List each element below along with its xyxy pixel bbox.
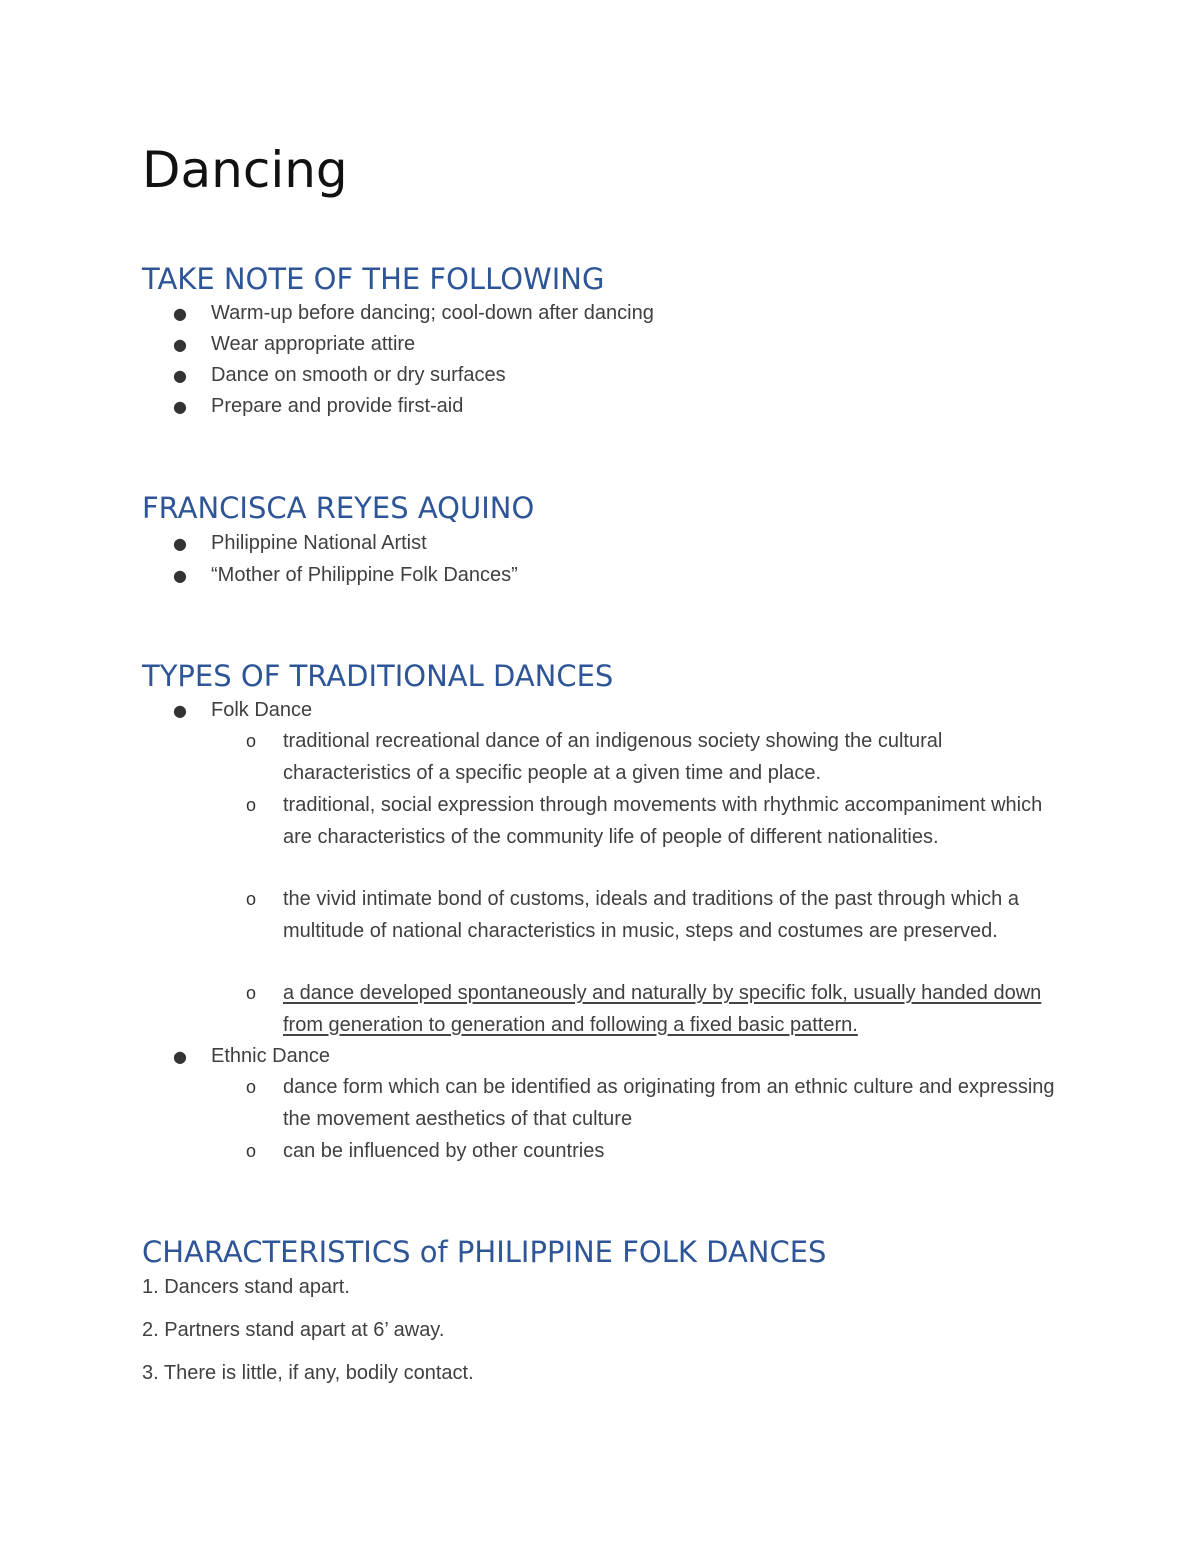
bullet-circle-icon: o — [246, 983, 257, 1003]
heading-aquino: FRANCISCA REYES AQUINO — [142, 491, 535, 525]
bullet-circle-icon: o — [246, 795, 257, 815]
numbered-item: 2. Partners stand apart at 6’ away. — [142, 1319, 445, 1341]
bullet-circle-icon: o — [246, 731, 257, 751]
sub-list-item-underlined: a dance developed spontaneously and naturally by specific folk, usually handed down from generation to generation and following a fixed basic pattern. — [283, 982, 1042, 1036]
list-item: Wear appropriate attire — [211, 333, 416, 355]
bullet-dot-icon: ● — [173, 566, 187, 585]
numbered-item: 1. Dancers stand apart. — [142, 1276, 350, 1298]
bullet-dot-icon: ● — [173, 534, 187, 553]
list-item-ethnic-dance: Ethnic Dance — [211, 1045, 330, 1067]
bullet-circle-icon: o — [246, 889, 257, 909]
bullet-dot-icon: ● — [173, 1047, 187, 1066]
sub-list-item: the vivid intimate bond of customs, ideals and traditions of the past through which a multitude of national characteristics in music, steps and costumes are preserved. — [283, 888, 1019, 942]
heading-characteristics: CHARACTERISTICS of PHILIPPINE FOLK DANCES — [142, 1235, 827, 1269]
bullet-circle-icon: o — [246, 1141, 257, 1161]
heading-types: TYPES OF TRADITIONAL DANCES — [142, 659, 614, 693]
list-item-folk-dance: Folk Dance — [211, 699, 313, 721]
list-item: Prepare and provide first-aid — [211, 395, 464, 417]
sub-list-item: traditional, social expression through movements with rhythmic accompaniment which are characteristics of the community life of people of different nationalities. — [283, 794, 1043, 848]
bullet-dot-icon: ● — [173, 335, 187, 354]
bullet-dot-icon: ● — [173, 701, 187, 720]
sub-list-item: traditional recreational dance of an indigenous society showing the cultural characteristics of a specific people at a given time and place. — [283, 730, 943, 784]
list-item: Dance on smooth or dry surfaces — [211, 364, 506, 386]
numbered-item: 3. There is little, if any, bodily contact. — [142, 1362, 474, 1384]
list-item: “Mother of Philippine Folk Dances” — [211, 564, 518, 586]
document-title: Dancing — [142, 141, 348, 199]
sub-list-item: can be influenced by other countries — [283, 1140, 605, 1162]
bullet-dot-icon: ● — [173, 304, 187, 323]
bullet-dot-icon: ● — [173, 366, 187, 385]
bullet-circle-icon: o — [246, 1077, 257, 1097]
list-item: Warm-up before dancing; cool-down after dancing — [211, 302, 654, 324]
list-item: Philippine National Artist — [211, 532, 427, 554]
sub-list-item: dance form which can be identified as originating from an ethnic culture and expressing the movement aesthetics of that culture — [283, 1076, 1055, 1130]
heading-take-note: TAKE NOTE OF THE FOLLOWING — [142, 262, 605, 296]
bullet-dot-icon: ● — [173, 397, 187, 416]
